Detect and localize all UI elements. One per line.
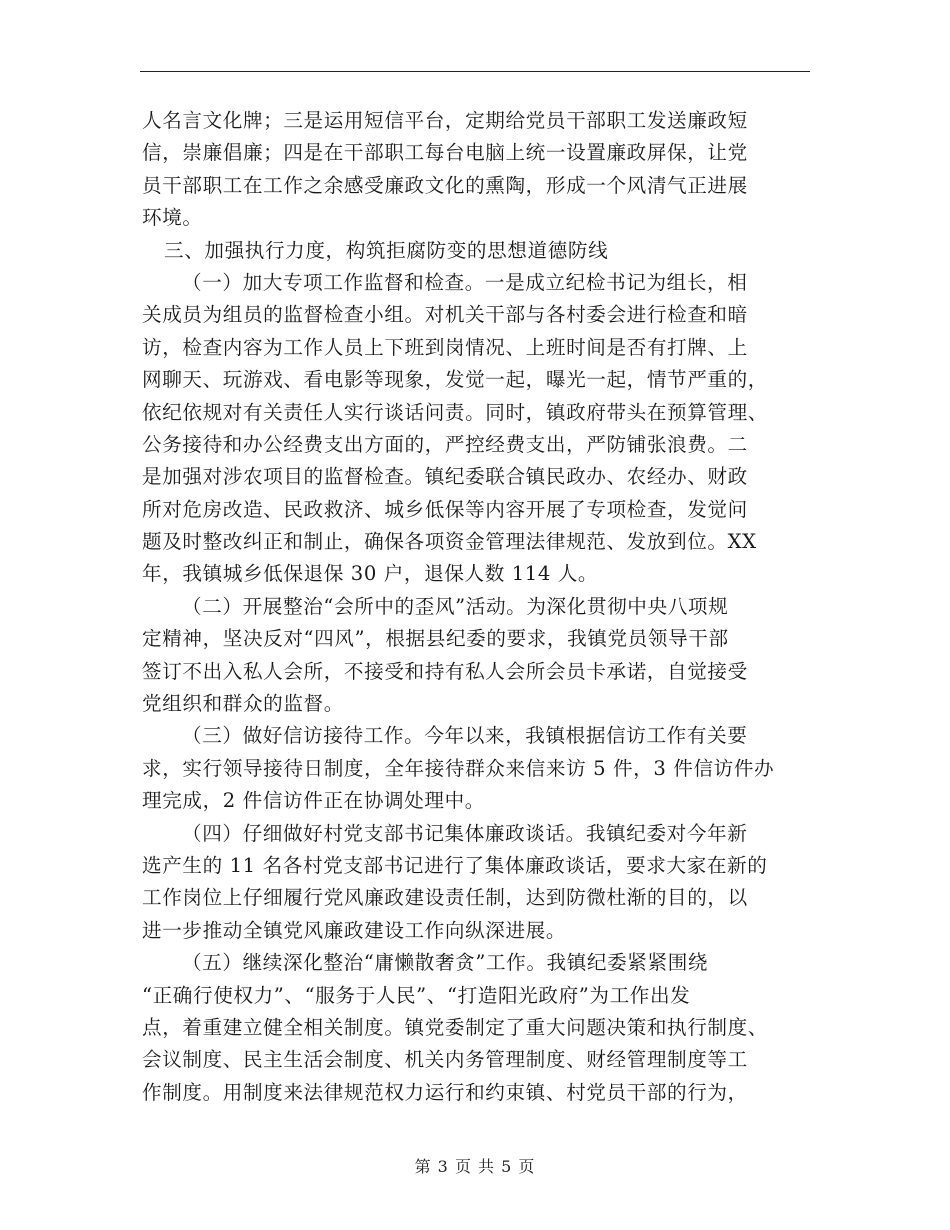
page-number-footer: 第 3 页 共 5 页 bbox=[414, 1157, 536, 1176]
text-line: 是加强对涉农项目的监督检查。镇纪委联合镇民政办、农经办、财政 bbox=[142, 465, 748, 489]
text-line: 依纪依规对有关责任人实行谈话问责。同时，镇政府带头在预算管理、 bbox=[142, 400, 769, 424]
text-line: 会议制度、民主生活会制度、机关内务管理制度、财经管理制度等工 bbox=[142, 1048, 748, 1072]
text-line: 公务接待和办公经费支出方面的，严控经费支出，严防铺张浪费。二 bbox=[142, 432, 748, 456]
text-line: 定精神，坚决反对“四风”，根据县纪委的要求，我镇党员领导干部 bbox=[142, 627, 729, 651]
header-rule bbox=[140, 71, 810, 72]
text-line: 访，检查内容为工作人员上下班到岗情况、上班时间是否有打牌、上 bbox=[142, 335, 748, 359]
text-line: 员干部职工在工作之余感受廉政文化的熏陶，形成一个风清气正进展 bbox=[142, 173, 748, 197]
text-line: “正确行使权力”、“服务于人民”、“打造阳光政府”为工作出发 bbox=[142, 983, 691, 1007]
text-line: 点，着重建立健全相关制度。镇党委制定了重大问题决策和执行制度、 bbox=[142, 1015, 769, 1039]
text-line: 进一步推动全镇党风廉政建设工作向纵深进展。 bbox=[142, 918, 567, 942]
text-line: 网聊天、玩游戏、看电影等现象，发觉一起，曝光一起，情节严重的， bbox=[142, 368, 769, 392]
text-line: 人名言文化牌；三是运用短信平台，定期给党员干部职工发送廉政短 bbox=[142, 109, 748, 132]
section-heading: 三、加强执行力度，构筑拒腐防变的思想道德防线 bbox=[164, 238, 609, 262]
text-line: 所对危房改造、民政救济、城乡低保等内容开展了专项检查，发觉问 bbox=[142, 497, 748, 521]
document-body bbox=[142, 105, 814, 1109]
text-line: 题及时整改纠正和制止，确保各项资金管理法律规范、发放到位。XX bbox=[142, 530, 757, 554]
paragraph-start-line: （五）继续深化整治“庸懒散奢贪”工作。我镇纪委紧紧围绕 bbox=[182, 951, 709, 975]
text-line: 年，我镇城乡低保退保 30 户，退保人数 114 人。 bbox=[142, 562, 599, 586]
text-line: 环境。 bbox=[142, 206, 203, 230]
text-line: 理完成，2 件信访件正在协调处理中。 bbox=[142, 789, 485, 813]
text-line: 信，崇廉倡廉；四是在干部职工每台电脑上统一设置廉政屏保，让党 bbox=[142, 141, 748, 165]
text-line: 签订不出入私人会所，不接受和持有私人会所会员卡承诺，自觉接受 bbox=[142, 659, 748, 683]
paragraph-start-line: （二）开展整治“会所中的歪风”活动。为深化贯彻中央八项规 bbox=[182, 594, 729, 618]
text-line: 求，实行领导接待日制度，全年接待群众来信来访 5 件，3 件信访件办 bbox=[142, 756, 775, 780]
text-line: 工作岗位上仔细履行党风廉政建设责任制，达到防微杜渐的目的，以 bbox=[142, 886, 748, 910]
text-line: 作制度。用制度来法律规范权力运行和约束镇、村党员干部的行为， bbox=[142, 1080, 748, 1104]
text-line: 选产生的 11 名各村党支部书记进行了集体廉政谈话，要求大家在新的 bbox=[142, 853, 768, 877]
paragraph-start-line: （三）做好信访接待工作。今年以来，我镇根据信访工作有关要 bbox=[182, 724, 748, 748]
text-line: 关成员为组员的监督检查小组。对机关干部与各村委会进行检查和暗 bbox=[142, 303, 748, 327]
paragraph-start-line: （一）加大专项工作监督和检查。一是成立纪检书记为组长，相 bbox=[182, 270, 748, 294]
text-line: 党组织和群众的监督。 bbox=[142, 692, 344, 716]
paragraph-start-line: （四）仔细做好村党支部书记集体廉政谈话。我镇纪委对今年新 bbox=[182, 821, 748, 845]
